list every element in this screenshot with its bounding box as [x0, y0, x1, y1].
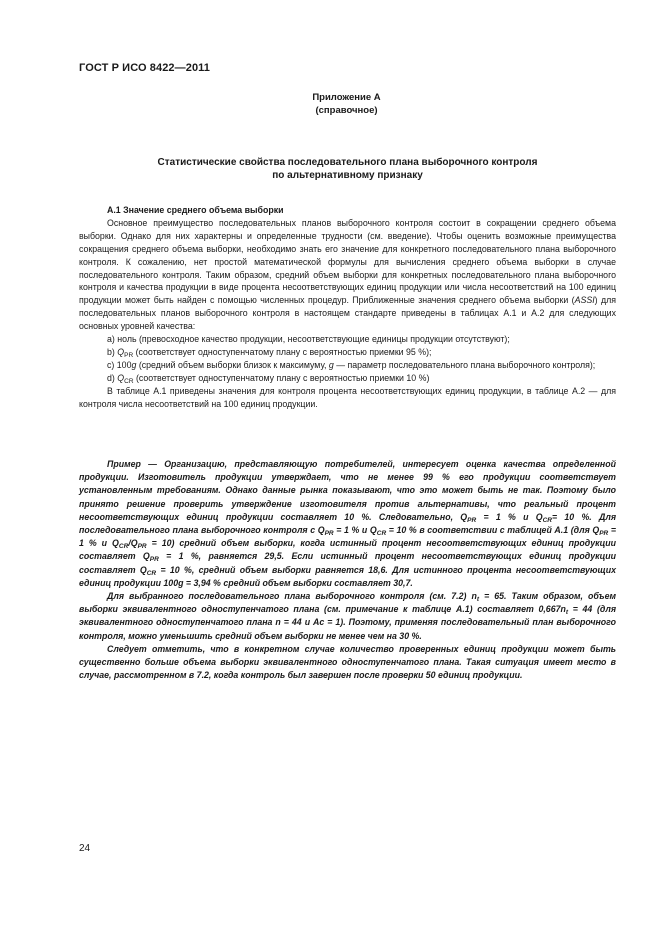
section-title-line1: Статистические свойства последовательного плана выборочного контроля	[157, 157, 538, 168]
section-title	[0, 156, 661, 182]
body-text	[79, 204, 616, 411]
standard-header: ГОСТ Р ИСО 8422—2011	[79, 62, 211, 74]
example-block	[79, 458, 616, 682]
subsection-heading: А.1 Значение среднего объема выборки	[107, 205, 284, 215]
appendix-heading	[0, 91, 661, 117]
list-item-d: d) $Q_{CR}$ (соответствует одноступенчатому плану с вероятностью приемки 10 %)	[107, 372, 430, 385]
section-title-line2: по альтернативному признаку	[272, 170, 423, 181]
appendix-note: (справочное)	[315, 105, 378, 116]
example-paragraph-2: Для выбранного последовательного плана выборочного контроля (см. 7.2) $n_t = 65$. Таким образом, объем выборки эквивалентного одноступенчатого плана (см. примечание к таблице А.1) составляет $0,667n_t = 44$ (для эквивалентного одноступенчатого плана n = 44 и Ac = 1). Поэтому, применяя последовательный план выборочного контроля, можно уменьшить средний объем выборки не менее чем на 30 %.	[79, 591, 617, 641]
list-item-a: a) ноль (превосходное качество продукции, несоответствующие единицы продукции отсутствуют);	[107, 334, 510, 345]
example-paragraph-3: Следует отметить, что в конкретном случае количество проверенных единиц продукции может быть существенно больше объема выборки эквивалентного одноступенчатого плана. Такая ситуация имеет место в случае, рассмотренном в 7.2, когда контроль был завершен после проверки 50 единиц продукции.	[79, 643, 616, 681]
list-item-c: c) 100g (средний объем выборки близок к максимуму, g — параметр последовательного плана выборочного контроля);	[107, 359, 596, 370]
page-number: 24	[79, 843, 91, 854]
appendix-title: Приложение А	[312, 92, 381, 103]
paragraph-1: Основное преимущество последовательных планов выборочного контроля состоит в сокращении среднего объема выборки. Однако для них характерны и определенные трудности (см. введение). Чтобы оценить возможные преимущества сокращения среднего объема выборки, необходимо знать его значение для конкретного последовательного плана выборочного контроля. К сожалению, нет простой математической формулы для вычисления среднего объема выборки в случае последовательного контроля. Таким образом, средний объем выборки для конкретных последовательного плана выборочного контроля и качества продукции в виде процента несоответствующих единиц продукции или числа несоответствий на 100 единиц продукции может быть найден с помощью численных процедур. Приближенные значения среднего объема выборки (ASSI) для последовательных планов выборочного контроля в настоящем стандарте приведены в таблицах А.1 и А.2 для следующих основных уровней качества:	[79, 217, 617, 332]
list-item-b: b) $Q_{PR}$ (соответствует одноступенчатому плану с вероятностью приемки 95 %);	[107, 346, 432, 359]
paragraph-2: В таблице А.1 приведены значения для контроля процента несоответствующих единиц продукции, в таблице А.2 — для контроля числа несоответствий на 100 единиц продукции.	[79, 385, 616, 409]
example-paragraph-1: Пример — Организацию, представляющую потребителей, интересует оценка качества определенной продукции. Изготовитель продукции утверждает, что не менее 99 % его продукции соответствует установленным требованиям. Однако данные рынка показывают, что это может быть не так. Поэтому было принято решение проверить утверждение изготовителя против альтернативы, что реальный процент несоответствующих единиц продукции составляет 10 %. Следовательно, $Q_{PR} = 1$ % и $Q_{CR}= 10$ %. Для последовательного плана выборочного контроля с $Q_{PR} = 1$ % и $Q_{CR} = 10$ % в соответствии с таблицей А.1 (для $Q_{PR} = 1$ % и $Q_{CR}/Q_{PR} = 10$) средний объем выборки, когда истинный процент несоответствующих единиц продукции составляет $Q_{PR} = 1$ %, равняется 29,5. Если истинный процент несоответствующих единиц продукции составляет $Q_{CR} = 10$ %, средний объем выборки равняется 18,6. Для истинного процента несоответствующих единиц продукции 100g = 3,94 % средний объем выборки составляет 30,7.	[79, 459, 617, 588]
